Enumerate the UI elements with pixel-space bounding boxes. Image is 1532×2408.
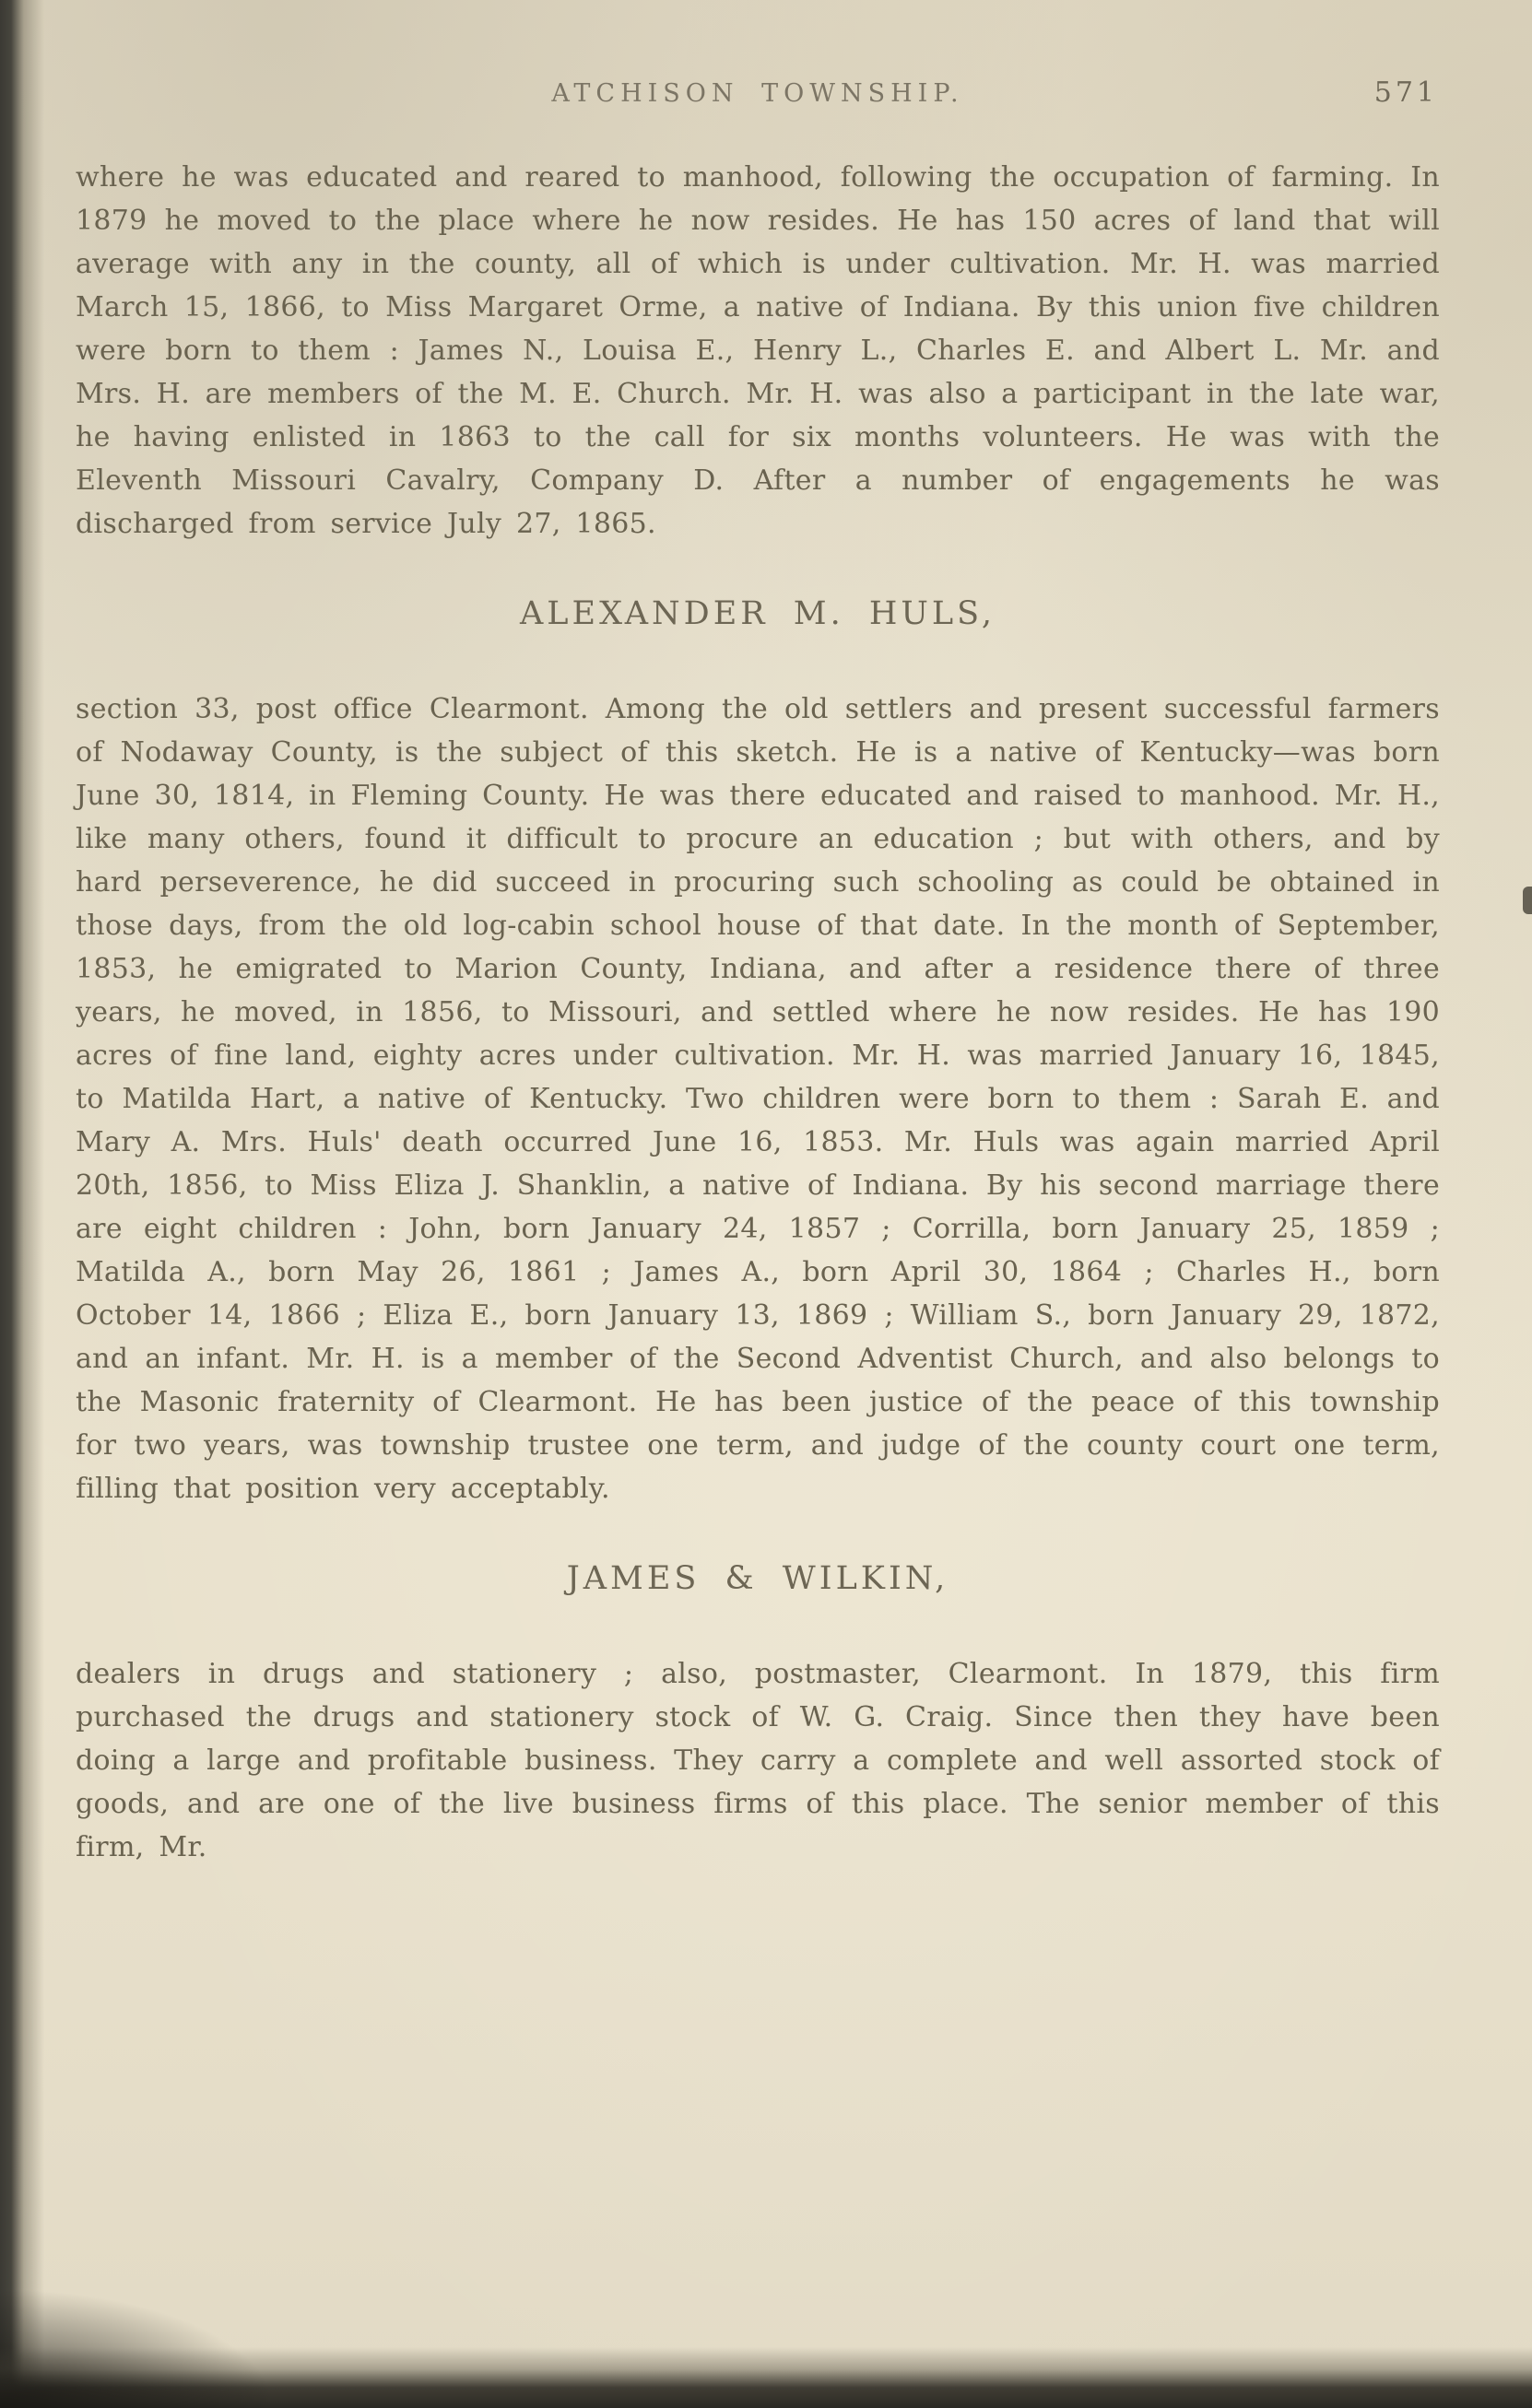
section-heading-james-wilkin: JAMES & WILKIN, xyxy=(566,1560,949,1597)
paragraph-james-wilkin: dealers in drugs and stationery ; also, postmaster, Clearmont. In 1879, this firm purchased the drugs and stationery stock of W. G. Craig. Since then they have been doing a large and profitable business. They carry a complete and well assorted stock of goods, and are one of the live business firms of this place. The senior member of this firm, Mr. xyxy=(76,1658,1440,1863)
paragraph-alexander-huls: section 33, post office Clearmont. Among the old settlers and present successful farmers of Nodaway County, is the subject of this sketch. He is a native of Kentucky—was born June 30, 1814, in Fleming County. He was there educated and raised to manhood. Mr. H., like many others, found it difficult to procure an education ; but with others, and by hard perseverence, he did succeed in procuring such schooling as could be obtained in those days, from the old log-cabin school house of that date. In the month of September, 1853, he emigrated to Marion County, Indiana, and after a residence there of three years, he moved, in 1856, to Missouri, and settled where he now resides. He has 190 acres of fine land, eighty acres under cultivation. Mr. H. was married January 16, 1845, to Matilda Hart, a native of Kentucky. Two children were born to them : Sarah E. and Mary A. Mrs. Huls' death occurred June 16, 1853. Mr. Huls was again married April 20th, 1856, to Miss Eliza J. Shanklin, a native of Indiana. By his second marriage there are eight children : John, born January 24, 1857 ; Corrilla, born January 25, 1859 ; Matilda A., born May 26, 1861 ; James A., born April 30, 1864 ; Charles H., born October 14, 1866 ; Eliza E., born January 13, 1869 ; William S., born January 29, 1872, and an infant. Mr. H. is a member of the Second Adventist Church, and also belongs to the Masonic fraternity of Clearmont. He has been justice of the peace of this township for two years, was township trustee one term, and judge of the county court one term, filling that position very acceptably. xyxy=(76,693,1440,1505)
page-header xyxy=(76,76,1440,109)
page-text-block xyxy=(76,76,1440,1869)
scan-edge-left xyxy=(0,0,44,2408)
section-heading-alexander-huls: ALEXANDER M. HULS, xyxy=(520,595,996,632)
scan-corner-shadow xyxy=(0,2288,277,2408)
scan-artifact xyxy=(1523,887,1532,914)
page-number: 571 xyxy=(1373,76,1438,109)
paragraph-continuation: where he was educated and reared to manhood, following the occupation of farming. In 1879 he moved to the place where he now resides. He has 150 acres of land that will average with any in the county, all of which is under cultivation. Mr. H. was married March 15, 1866, to Miss Margaret Orme, a native of Indiana. By this union five children were born to them : James N., Louisa E., Henry L., Charles E. and Albert L. Mr. and Mrs. H. are members of the M. E. Church. Mr. H. was also a participant in the late war, he having enlisted in 1863 to the call for six months volunteers. He was with the Eleventh Missouri Cavalry, Company D. After a number of engagements he was discharged from service July 27, 1865. xyxy=(76,161,1440,540)
page-header-title: ATCHISON TOWNSHIP. xyxy=(551,79,964,108)
